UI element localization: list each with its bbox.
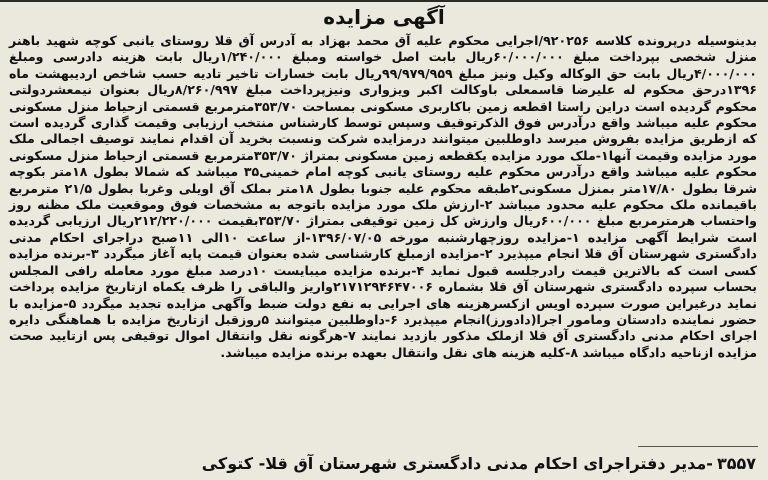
footer-signature: -مدیر دفتراجرای احکام مدنی دادگستری شهرستان آق قلا- کتوکی [201, 454, 713, 473]
footer-number: ۳۵۵۷ [716, 454, 756, 473]
top-border [0, 0, 768, 2]
notice-footer [12, 453, 756, 475]
footer-rule [638, 446, 758, 447]
notice-title: آگهی مزایده [323, 5, 445, 29]
notice-body: بدینوسیله درپرونده کلاسه ۹۲۰۲۵۶/اجرایی محکوم علیه آق محمد بهزاد به آدرس آق قلا روستای یانبی کوچه شهید باهنر منزل شخصی بپرداخت مبلغ ۶۰/۰۰۰/۰۰۰ریال بابت اصل خواسته ومبلغ ۱/۲۴۰/۰۰۰ریال بابت هزینه دادرسی ومبلغ ۴/۰۰۰/۰۰۰ریال بابت حق الوکاله وکیل ونیز مبلغ ۹۹/۹۷۹/۹۵۹ریال بابت خسارات تاخیر تادیه حسب شاخص اردیبهشت ماه ۱۳۹۶درحق محکوم له علیرضا قاسمعلی باوکالت اکبر ویزواری ونیزپرداخت مبلغ ۸/۲۶۰/۹۹۷ریال بعنوان نیمعشردولتی محکوم گردیده است دراین راستا اقطعه زمین باکاربری مسکونی بمساحت ۳۵۳/۷۰مترمربع قسمتی ازحیاط منزل مسکونی محکوم علیه میباشد واقع درآدرس فوق الذکرتوقیف وسپس توسط کارشناس منتخب ارزیابی وقیمت گذاری گردیده است که ازطریق مزایده بفروش میرسد داوطلبین میتوانند درمزایده شرکت ونسبت بخرید آن اقدام نمایند توصیف اجمالی ملک مورد مزایده وقیمت آنها۱-ملک مورد مزایده یکقطعه زمین مسکونی بمتراژ ۳۵۳/۷۰مترمربع قسمتی ازحیاط منزل مسکونی محکوم علیه میباشد واقع درآدرس محکوم علیه روستای یانبی کوچه امام خمینی۳۵ میباشد که شمالا بطول ۱۸متر بکوچه شرقا بطول ۱۷/۸۰متر بمنزل مسکونی۲طبقه محکوم علیه جنوبا بطول ۱۸متر بملک آق اویلی وغربا بطول ۲۱/۵ مترمربع باقیمانده ملک محکوم علیه محدود میباشد ۲-ارزش ملک مورد مزایده باتوجه به مشخصات فوق وموقعیت ملک مظنه روز واحتساب هرمترمربع مبلغ ۶۰۰/۰۰۰ریال وارزش کل زمین توقیفی بمتراژ ۳۵۳/۷۰بقیمت ۲۱۲/۲۲۰/۰۰۰ریال ارزیابی گردیده است شرایط آگهی مزایده ۱-مزایده روزچهارشنبه مورخه ۱۳۹۶/۰۷/۰۵-از ساعت ۱۰الی ۱۱صبح دراجرای احکام مدنی دادگستری شهرستان آق قلا انجام میپذیرد ۲-مزایده ازمبلغ کارشناسی شده بعنوان قیمت پایه آغاز میگردد ۳-برنده مزایده کسی است که بالاترین قیمت رادرجلسه قبول نماید ۴-برنده مزایده میبایست ۱۰درصد مبلغ مورد معامله رافی المجلس بحساب سپرده دادگستری شهرستان آق قلا بشماره ۲۱۷۱۲۹۴۶۴۷۰۰۶واریز والباقی را ظرف یکماه ازتاریخ مزایده پرداخت نماید درغیراین صورت سپرده اویس ازکسرهزینه های اجرایی به نفع دولت ضبط وآگهی مزایده تجدید میگردد ۵-مزایده با حضور نماینده دادستان ومامور اجرا(دادورز)انجام میپذیرد ۶-داوطلبین میتوانند ۵روزقبل ازتاریخ مزایده با هماهنگی دایره اجرای احکام مدنی دادگستری آق قلا ازملک مذکور بازدید نمایند ۷-هرگونه نقل وانتقال اموال توقیفی پس ازتایید صحت مزایده ازناحیه دادگاه میباشد ۸-کلیه هزینه های نقل وانتقال بعهده برنده مزایده میباشد. [9, 33, 758, 360]
